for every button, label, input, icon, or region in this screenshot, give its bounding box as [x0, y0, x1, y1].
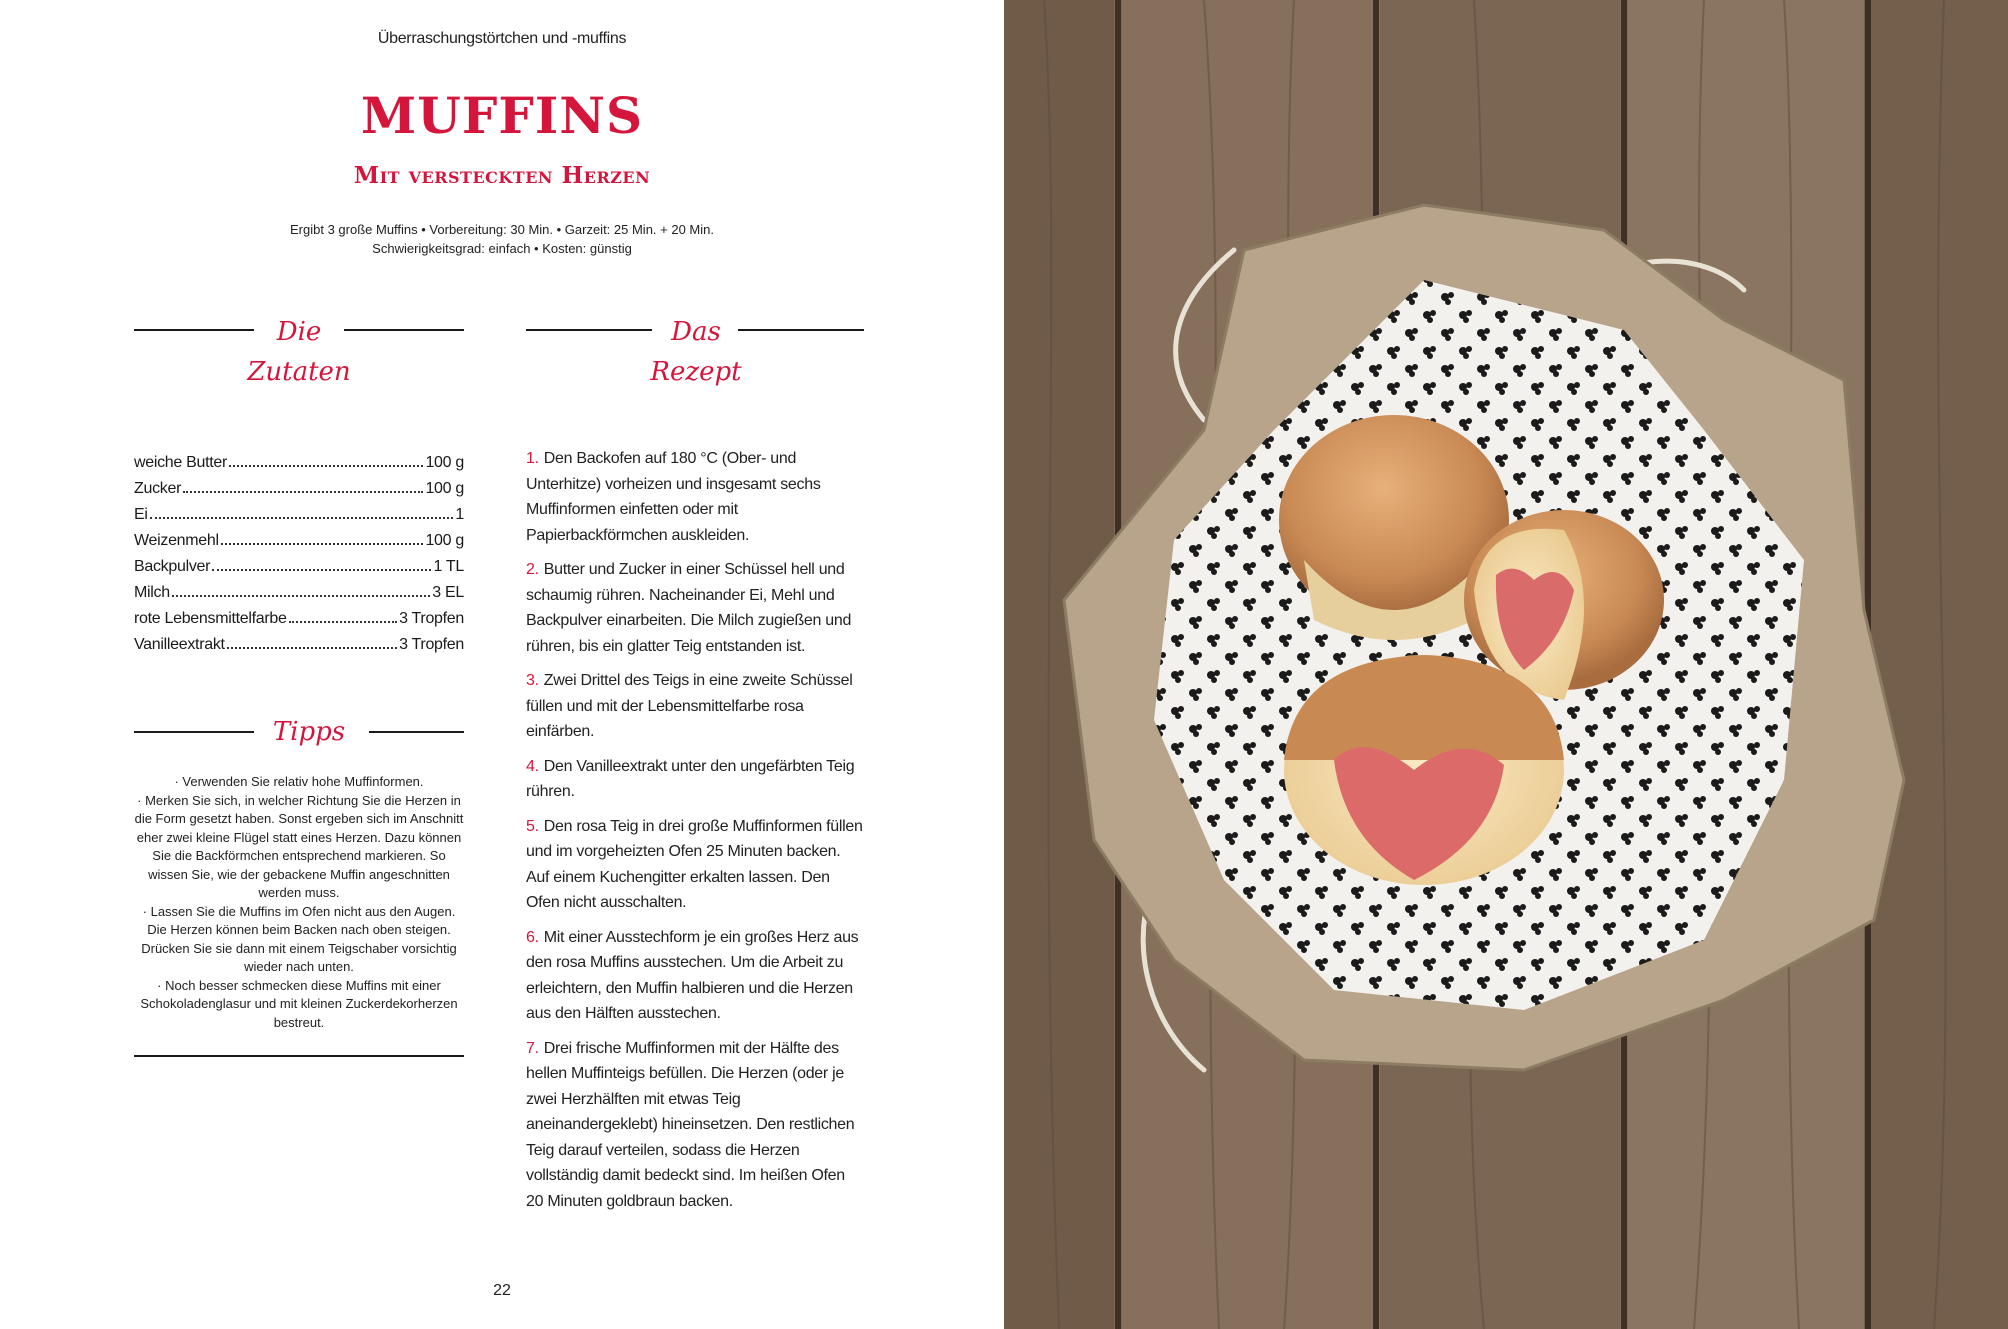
recipe-subtitle: Mit versteckten Herzen — [353, 162, 651, 189]
muffin-photo — [1004, 0, 2008, 1329]
step-number: 5. — [526, 817, 539, 835]
method-step — [526, 814, 866, 916]
ingredient-row — [134, 606, 464, 632]
ingredient-row — [134, 476, 464, 502]
step-text: Den rosa Teig in drei große Muffinformen füllen und im vorgeheizten Ofen 25 Minuten backen. Auf einem Kuchengitter erkalten lassen. Den Ofen nicht ausschalten. — [526, 817, 863, 911]
meta-line-2: Schwierigkeitsgrad: einfach • Kosten: günstig — [372, 241, 632, 256]
ingredient-name: rote Lebensmittelfarbe — [134, 610, 287, 627]
tip-item: · Lassen Sie die Muffins im Ofen nicht aus den Augen. Die Herzen können beim Backen nach oben steigen. Drücken Sie sie dann mit einem Teigschaber vorsichtig wieder nach unten. — [141, 903, 457, 974]
tips-list — [134, 773, 464, 1032]
page-number: 22 — [493, 1282, 511, 1299]
ingredient-amount: 3 Tropfen — [399, 610, 464, 627]
leader-dots — [172, 594, 430, 597]
tips-rule-bottom — [134, 1055, 464, 1057]
leader-dots — [150, 516, 454, 519]
ingredient-amount: 1 — [455, 506, 464, 523]
leader-dots — [227, 646, 397, 649]
ingredient-row — [134, 450, 464, 476]
step-text: Butter und Zucker in einer Schüssel hell und schaumig rühren. Nacheinander Ei, Mehl und Backpulver einarbeiten. Die Milch zugießen und rühren, bis ein glatter Teig entstanden ist. — [526, 561, 852, 655]
ingredient-name: Vanilleextrakt — [134, 636, 225, 653]
step-number: 6. — [526, 928, 539, 946]
muffin-photo-illustration — [1004, 0, 2008, 1329]
ingredient-row — [134, 580, 464, 606]
ingredient-amount: 1 TL — [433, 558, 464, 575]
ingredient-amount: 3 Tropfen — [399, 636, 464, 653]
step-text: Drei frische Muffinformen mit der Hälfte des hellen Muffinteigs befüllen. Die Herzen (oder je zwei Herzhälften mit etwas Teig aneinandergeklebt) hineinsetzen. Den restlichen Teig darauf verteilen, sodass die Herzen vollständig damit bedeckt sind. Im heißen Ofen 20 Minuten goldbraun backen. — [526, 1039, 855, 1210]
ingredient-name: Zucker — [134, 480, 182, 497]
ingredient-name: Ei — [134, 506, 148, 523]
ingredient-name: Weizenmehl — [134, 532, 219, 549]
step-text: Den Backofen auf 180 °C (Ober- und Unterhitze) vorheizen und insgesamt sechs Muffinformen einfetten oder mit Papierbackförmchen auskleiden. — [526, 450, 821, 544]
method-step — [526, 1036, 866, 1215]
leader-dots — [212, 568, 431, 571]
leader-dots — [229, 464, 423, 467]
meta-line-1: Ergibt 3 große Muffins • Vorbereitung: 30 Min. • Garzeit: 25 Min. + 20 Min. — [290, 222, 714, 237]
leader-dots — [183, 490, 423, 493]
tip-item: · Merken Sie sich, in welcher Richtung Sie die Herzen in die Form gesetzt haben. Sonst ergeben sich im Anschnitt eher zwei kleine Flügel statt eines Herzen. Dazu können Sie die Backförmchen entsprechend markieren. So wissen Sie, wie der gebackene Muffin angeschnitten werden muss. — [134, 792, 464, 900]
ingredient-amount: 100 g — [425, 480, 464, 497]
step-number: 4. — [526, 757, 539, 775]
method-step — [526, 557, 866, 659]
method-steps — [526, 446, 866, 1223]
step-number: 2. — [526, 561, 539, 578]
ingredients-list — [134, 450, 464, 658]
ingredient-name: Backpulver — [134, 558, 211, 575]
leader-dots — [289, 620, 397, 623]
tips-rule-right — [369, 731, 464, 733]
step-number: 1. — [526, 450, 539, 467]
tip-item: · Verwenden Sie relativ hohe Muffinformen. — [174, 774, 424, 789]
running-header: Überraschungstörtchen und -muffins — [377, 30, 627, 47]
ingredient-row — [134, 528, 464, 554]
method-heading-line1: Das — [671, 317, 721, 347]
ingredients-heading-line2: Zutaten — [247, 357, 351, 387]
tips-heading: Tipps — [272, 717, 346, 747]
method-step — [526, 668, 866, 745]
ingredients-heading-line1: Die — [276, 317, 322, 347]
tip-item: · Noch besser schmecken diese Muffins mit einer Schokoladenglasur und mit kleinen Zuckerdekorherzen bestreut. — [140, 977, 458, 1030]
method-heading — [526, 312, 866, 392]
step-text: Zwei Drittel des Teigs in eine zweite Schüssel füllen und mit der Lebensmittelfarbe rosa einfärben. — [526, 672, 853, 740]
ingredients-heading — [134, 312, 464, 392]
ingredient-row — [134, 632, 464, 658]
method-step — [526, 754, 866, 805]
tips-rule-left — [134, 731, 254, 733]
leader-dots — [221, 542, 424, 545]
recipe-title: MUFFINS — [360, 86, 644, 145]
ingredient-row — [134, 554, 464, 580]
step-text: Den Vanilleextrakt unter den ungefärbten Teig rühren. — [526, 757, 855, 800]
ingredient-amount: 100 g — [425, 454, 464, 471]
ingredient-amount: 100 g — [425, 532, 464, 549]
method-heading-line2: Rezept — [650, 357, 742, 387]
ingredient-amount: 3 EL — [432, 584, 464, 601]
ingredient-row — [134, 502, 464, 528]
method-step — [526, 446, 866, 548]
recipe-meta — [0, 220, 1004, 258]
method-step — [526, 925, 866, 1027]
step-number: 3. — [526, 672, 539, 689]
step-number: 7. — [526, 1039, 539, 1057]
ingredient-name: Milch — [134, 584, 170, 601]
ingredient-name: weiche Butter — [134, 454, 228, 471]
step-text: Mit einer Ausstechform je ein großes Herz aus den rosa Muffins ausstechen. Um die Arbeit zu erleichtern, den Muffin halbieren und die Herzen aus den Hälften ausstechen. — [526, 928, 859, 1022]
